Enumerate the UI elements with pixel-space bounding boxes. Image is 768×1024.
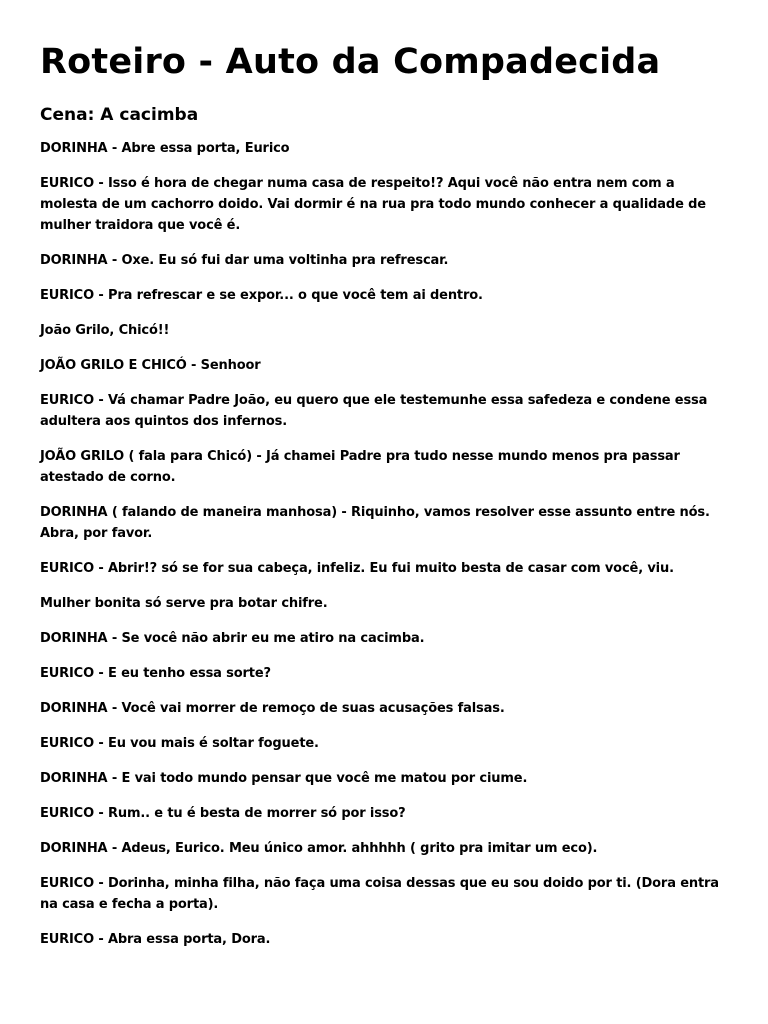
script-line: EURICO - Rum.. e tu é besta de morrer só por isso? [40,806,406,821]
scene-heading: Cena: A cacimba [40,105,199,125]
script-line: EURICO - Pra refrescar e se expor... o que você tem ai dentro. [40,288,483,303]
script-line: João Grilo, Chicó!! [40,323,170,338]
document-page [40,38,732,964]
script-lines [40,138,732,950]
script-line: DORINHA ( falando de maneira manhosa) - Riquinho, vamos resolver esse assunto entre nós. Abra, por favor. [40,505,710,541]
script-line: DORINHA - Se você não abrir eu me atiro na cacimba. [40,631,425,646]
script-line: DORINHA - Abre essa porta, Eurico [40,141,290,156]
script-line: EURICO - Abra essa porta, Dora. [40,932,271,947]
script-line: EURICO - Vá chamar Padre João, eu quero que ele testemunhe essa safedeza e condene essa adultera aos quintos dos infernos. [40,393,708,429]
script-line: EURICO - Abrir!? só se for sua cabeça, infeliz. Eu fui muito besta de casar com você, viu. [40,561,674,576]
script-line: DORINHA - E vai todo mundo pensar que você me matou por ciume. [40,771,528,786]
script-line: EURICO - E eu tenho essa sorte? [40,666,271,681]
document-title: Roteiro - Auto da Compadecida [40,42,661,82]
script-line: DORINHA - Oxe. Eu só fui dar uma voltinha pra refrescar. [40,253,449,268]
script-line: DORINHA - Adeus, Eurico. Meu único amor. ahhhhh ( grito pra imitar um eco). [40,841,598,856]
script-line: JOÃO GRILO E CHICÓ - Senhoor [40,358,261,373]
script-line: Mulher bonita só serve pra botar chifre. [40,596,328,611]
script-line: EURICO - Eu vou mais é soltar foguete. [40,736,319,751]
script-line: DORINHA - Você vai morrer de remoço de suas acusações falsas. [40,701,505,716]
script-line: EURICO - Dorinha, minha filha, não faça uma coisa dessas que eu sou doido por ti. (Dora entra na casa e fecha a porta). [40,876,719,912]
script-line: EURICO - Isso é hora de chegar numa casa de respeito!? Aqui você não entra nem com a molesta de um cachorro doido. Vai dormir é na rua pra todo mundo conhecer a qualidade de mulher traidora que você é. [40,176,706,233]
script-line: JOÃO GRILO ( fala para Chicó) - Já chamei Padre pra tudo nesse mundo menos pra passar atestado de corno. [40,449,680,485]
